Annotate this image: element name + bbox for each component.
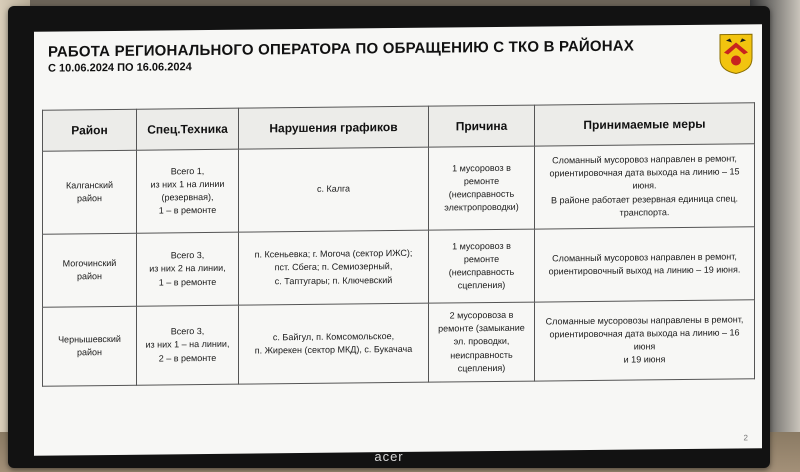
cell-reason: 1 мусоровоз в ремонте (неисправность электропроводки) [429, 146, 535, 230]
cell-measures: Сломанный мусоровоз направлен в ремонт, ориентировочная дата выхода на линию – 15 июня. В районе работает резервная единица спец. транспорта. [535, 144, 755, 229]
cell-district: Могочинский район [43, 233, 137, 307]
cell-equipment: Всего 3, из них 1 – на линии, 2 – в ремонте [137, 305, 239, 385]
header-violations: Нарушения графиков [239, 106, 429, 149]
table-row [43, 144, 755, 234]
page-number: 2 [743, 433, 748, 443]
cell-reason: 1 мусоровоз в ремонте (неисправность сцепления) [429, 229, 535, 303]
cell-district: Чернышевский район [43, 306, 137, 386]
districts-table [42, 102, 755, 386]
coat-of-arms-icon [718, 32, 754, 74]
table-row [43, 300, 755, 386]
cell-violations: п. Ксеньевка; г. Могоча (сектор ИЖС); пст. Сбега; п. Семиозерный, с. Таптугары; п. Ключевский [239, 230, 429, 305]
cell-violations: с. Байгул, п. Комсомольское, п. Жирекен (сектор МКД), с. Букачача [239, 303, 429, 384]
cell-violations: с. Калга [239, 147, 429, 232]
cell-equipment: Всего 1, из них 1 на линии (резервная), 1 – в ремонте [137, 149, 239, 233]
slide-title: РАБОТА РЕГИОНАЛЬНОГО ОПЕРАТОРА ПО ОБРАЩЕНИЮ С ТКО В РАЙОНАХ [48, 37, 635, 61]
presentation-slide [34, 24, 762, 456]
cell-measures: Сломанные мусоровозы направлены в ремонт, ориентировочная дата выхода на линию – 16 июня и 19 июня [535, 300, 755, 381]
monitor [8, 6, 770, 468]
cell-equipment: Всего 3, из них 2 на линии, 1 – в ремонте [137, 232, 239, 306]
cell-district: Калганский район [43, 150, 137, 234]
header-district: Район [43, 109, 137, 151]
cell-reason: 2 мусоровоза в ремонте (замыкание эл. проводки, неисправность сцепления) [429, 302, 535, 382]
table-row [43, 227, 755, 307]
slide-subtitle: С 10.06.2024 ПО 16.06.2024 [48, 61, 192, 75]
header-reason: Причина [429, 105, 535, 147]
header-measures: Принимаемые меры [535, 103, 755, 146]
header-equipment: Спец.Техника [137, 108, 239, 150]
cell-measures: Сломанный мусоровоз направлен в ремонт, ориентировочный выход на линию – 19 июня. [535, 227, 755, 302]
monitor-brand-logo: acer [374, 449, 404, 464]
